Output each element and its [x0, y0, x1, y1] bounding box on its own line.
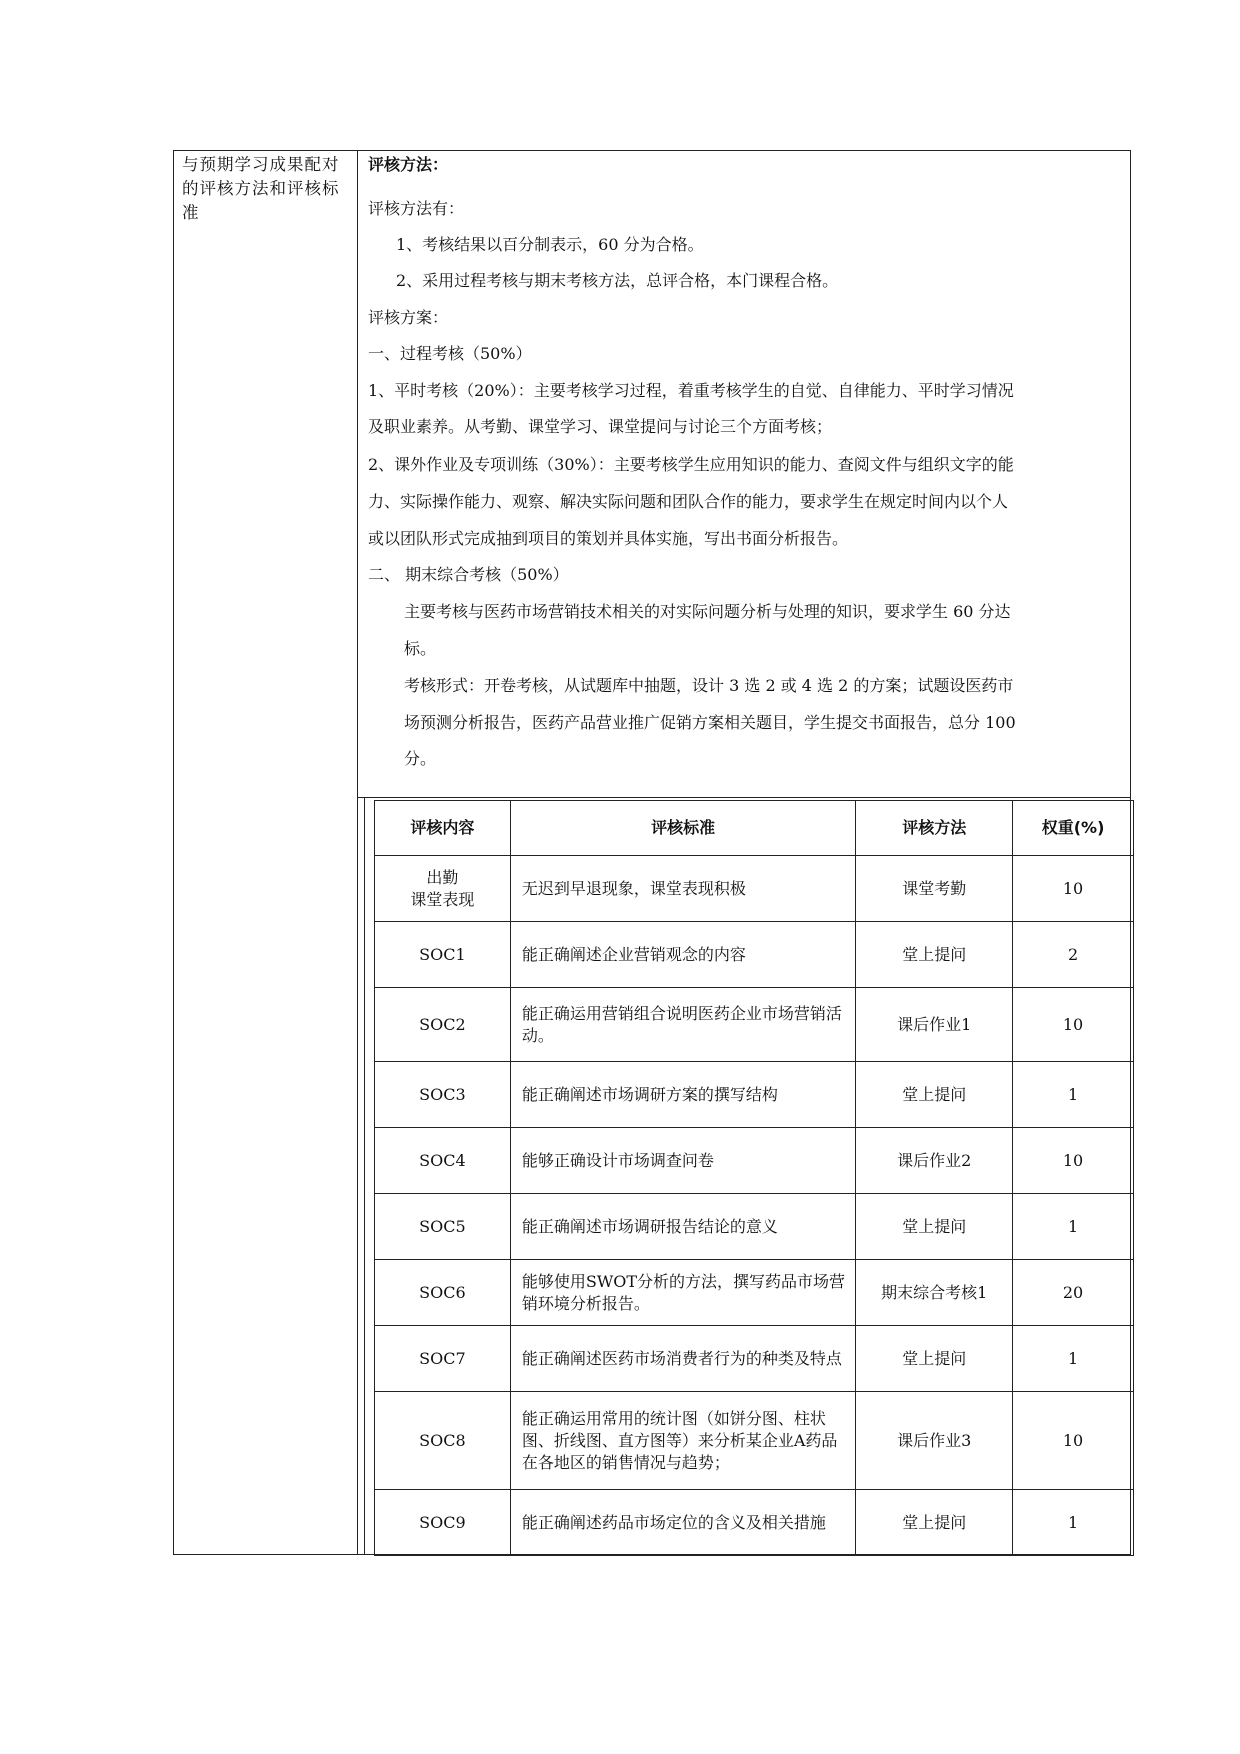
cell-content: SOC3 [375, 1062, 511, 1128]
cell-content: SOC6 [375, 1260, 511, 1326]
header-standard: 评核标准 [510, 801, 856, 856]
cell-method: 堂上提问 [856, 1326, 1013, 1392]
cell-standard: 能正确阐述医药市场消费者行为的种类及特点 [510, 1326, 856, 1392]
table-row [375, 922, 1134, 988]
cell-weight: 2 [1013, 922, 1134, 988]
header-content: 评核内容 [375, 801, 511, 856]
cell-content: SOC8 [375, 1392, 511, 1490]
text-line: 主要考核与医药市场营销技术相关的对实际问题分析与处理的知识，要求学生 60 分达 [404, 602, 1011, 621]
cell-content: 出勤 课堂表现 [375, 856, 511, 922]
cell-standard: 能正确阐述药品市场定位的含义及相关措施 [510, 1490, 856, 1556]
table-row [375, 1128, 1134, 1194]
table-row [375, 1194, 1134, 1260]
cell-content: SOC9 [375, 1490, 511, 1556]
text-line: 评核方案： [368, 308, 449, 327]
section-title: 评核方法： [368, 155, 449, 174]
cell-method: 期末综合考核1 [856, 1260, 1013, 1326]
text-line: 一、过程考核（50%） [368, 344, 532, 363]
table-row [375, 1490, 1134, 1556]
cell-content: SOC5 [375, 1194, 511, 1260]
table-header-row [375, 801, 1134, 856]
cell-standard: 能正确阐述市场调研报告结论的意义 [510, 1194, 856, 1260]
header-method: 评核方法 [856, 801, 1013, 856]
cell-method: 堂上提问 [856, 1062, 1013, 1128]
cell-method: 堂上提问 [856, 922, 1013, 988]
table-row [375, 1326, 1134, 1392]
text-line: 二、 期末综合考核（50%） [368, 565, 569, 584]
cell-standard: 能正确运用营销组合说明医药企业市场营销活动。 [510, 988, 856, 1062]
cell-content: SOC2 [375, 988, 511, 1062]
cell-weight: 20 [1013, 1260, 1134, 1326]
header-weight: 权重(%) [1013, 801, 1134, 856]
cell-weight: 1 [1013, 1490, 1134, 1556]
table-row [375, 1392, 1134, 1490]
text-line: 场预测分析报告，医药产品营业推广促销方案相关题目，学生提交书面报告，总分 100 [404, 713, 1016, 732]
table-row [375, 856, 1134, 922]
cell-weight: 1 [1013, 1194, 1134, 1260]
cell-content: SOC1 [375, 922, 511, 988]
text-line: 1、考核结果以百分制表示，60 分为合格。 [396, 235, 704, 254]
cell-weight: 10 [1013, 1392, 1134, 1490]
text-line: 1、平时考核（20%）：主要考核学习过程，着重考核学生的自觉、自律能力、平时学习情况 [368, 381, 1014, 400]
text-line: 及职业素养。从考勤、课堂学习、课堂提问与讨论三个方面考核； [368, 417, 833, 436]
cell-content: SOC7 [375, 1326, 511, 1392]
cell-weight: 10 [1013, 988, 1134, 1062]
cell-weight: 1 [1013, 1062, 1134, 1128]
assessment-criteria-table [374, 800, 1134, 1556]
cell-method: 堂上提问 [856, 1194, 1013, 1260]
cell-standard: 能正确运用常用的统计图（如饼分图、柱状图、折线图、直方图等）来分析某企业A药品在各地区的销售情况与趋势； [510, 1392, 856, 1490]
cell-method: 课堂考勤 [856, 856, 1013, 922]
cell-method: 课后作业3 [856, 1392, 1013, 1490]
cell-method: 课后作业2 [856, 1128, 1013, 1194]
cell-standard: 能够使用SWOT分析的方法，撰写药品市场营销环境分析报告。 [510, 1260, 856, 1326]
inner-column-rule [358, 797, 365, 1554]
cell-content: SOC4 [375, 1128, 511, 1194]
right-column [358, 151, 1130, 1554]
cell-standard: 能够正确设计市场调查问卷 [510, 1128, 856, 1194]
text-line: 2、采用过程考核与期末考核方法，总评合格，本门课程合格。 [396, 271, 839, 290]
assessment-section-table [173, 150, 1131, 1555]
cell-weight: 10 [1013, 856, 1134, 922]
text-line: 或以团队形式完成抽到项目的策划并具体实施，写出书面分析报告。 [368, 529, 849, 548]
text-line: 力、实际操作能力、观察、解决实际问题和团队合作的能力，要求学生在规定时间内以个人 [368, 492, 1009, 511]
left-label: 与预期学习成果配对的评核方法和评核标准 [182, 155, 340, 222]
text-line: 评核方法有： [368, 199, 465, 218]
text-line: 标。 [404, 639, 437, 658]
cell-method: 堂上提问 [856, 1490, 1013, 1556]
cell-standard: 能正确阐述企业营销观念的内容 [510, 922, 856, 988]
text-line: 2、课外作业及专项训练（30%）：主要考核学生应用知识的能力、查阅文件与组织文字的能 [368, 455, 1014, 474]
left-column [174, 151, 358, 1554]
table-row [375, 1062, 1134, 1128]
cell-weight: 1 [1013, 1326, 1134, 1392]
cell-weight: 10 [1013, 1128, 1134, 1194]
section-divider [358, 797, 1130, 798]
table-row [375, 1260, 1134, 1326]
cell-standard: 能正确阐述市场调研方案的撰写结构 [510, 1062, 856, 1128]
cell-method: 课后作业1 [856, 988, 1013, 1062]
cell-standard: 无迟到早退现象，课堂表现积极 [510, 856, 856, 922]
text-line: 考核形式：开卷考核，从试题库中抽题，设计 3 选 2 或 4 选 2 的方案；试题设医药市 [404, 676, 1014, 695]
text-line: 分。 [404, 749, 437, 768]
table-row [375, 988, 1134, 1062]
